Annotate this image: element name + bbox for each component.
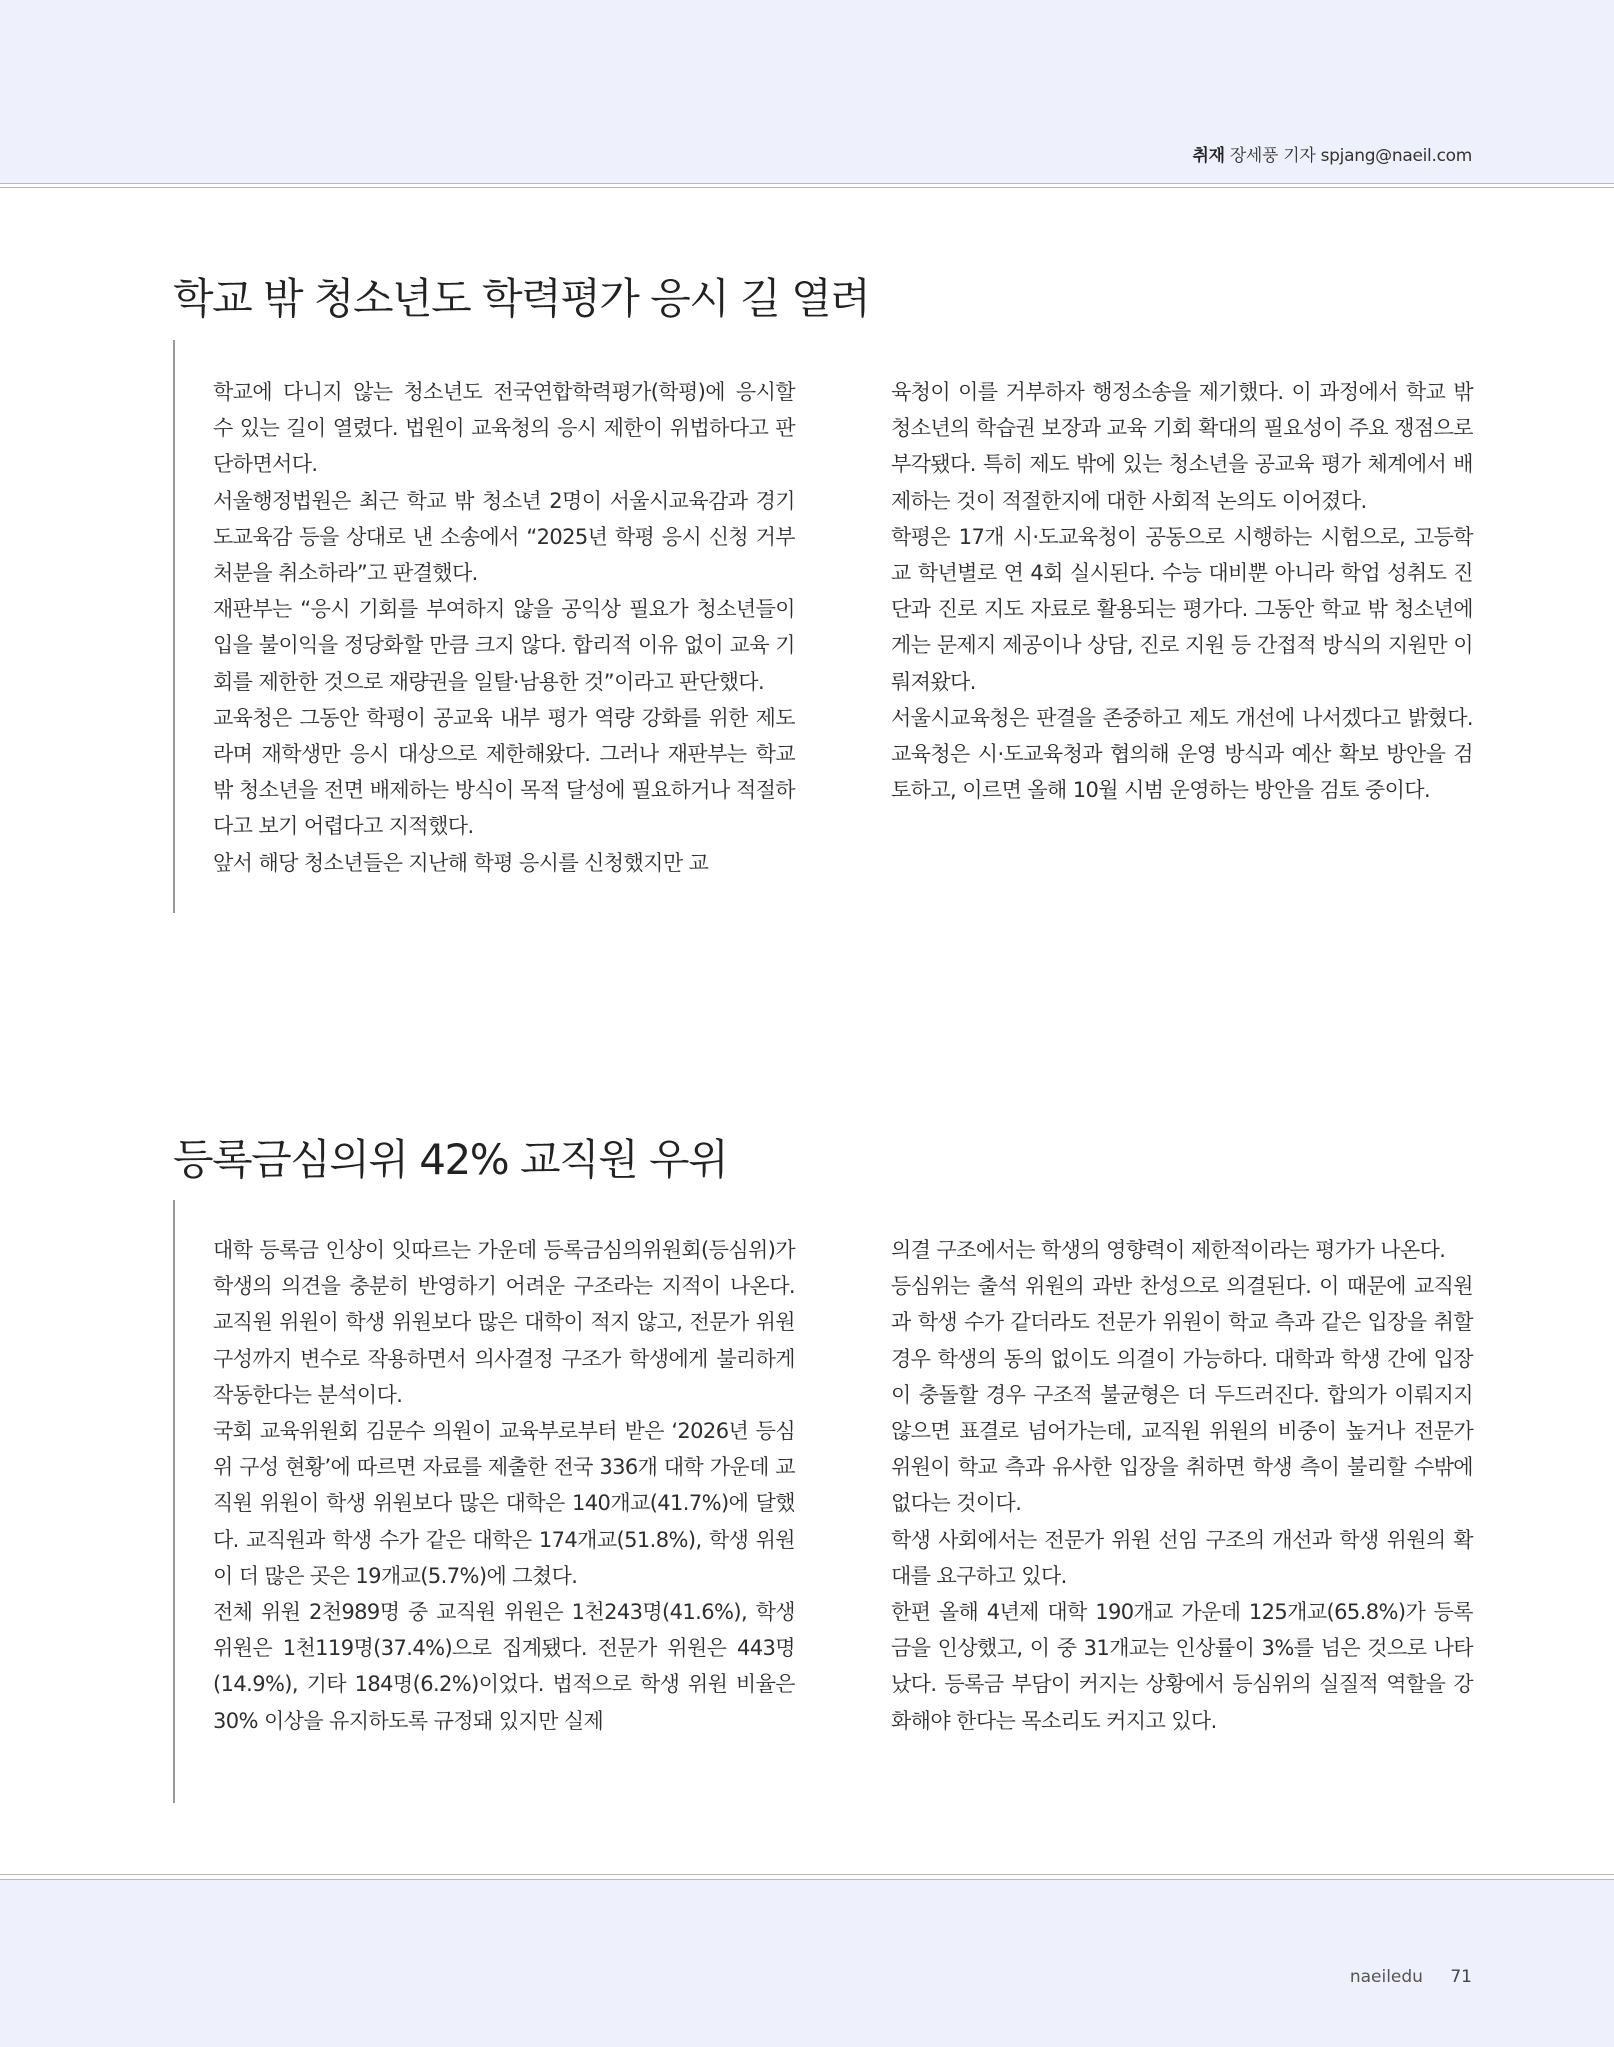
- article1-column-left: [213, 374, 795, 881]
- article1-paragraph: 서울시교육청은 판결을 존중하고 제도 개선에 나서겠다고 밝혔다. 교육청은 시·도교육청과 협의해 운영 방식과 예산 확보 방안을 검토하고, 이르면 올해 10월 시범 운영하는 방안을 검토 중이다.: [891, 705, 1473, 803]
- article1-column-right: [891, 374, 1473, 808]
- footer: [1350, 1967, 1472, 1987]
- byline: [1192, 141, 1472, 166]
- article1-paragraph: 육청이 이를 거부하자 행정소송을 제기했다. 이 과정에서 학교 밖 청소년의 학습권 보장과 교육 기회 확대의 필요성이 주요 쟁점으로 부각됐다. 특히 제도 밖에 있는 청소년을 공교육 평가 체계에서 배제하는 것이 적절한지에 대한 사회적 논의도 이어졌다.: [891, 380, 1473, 513]
- header-rule-secondary: [0, 187, 1614, 188]
- article1-accent-bar: [173, 340, 175, 913]
- article2-column-left: [213, 1232, 795, 1739]
- footer-band: [0, 1880, 1614, 2047]
- article2-paragraph: 등심위는 출석 위원의 과반 찬성으로 의결된다. 이 때문에 교직원과 학생 수가 같더라도 전문가 위원이 학교 측과 같은 입장을 취할 경우 학생의 동의 없이도 의결이 가능하다. 대학과 학생 간에 입장이 충돌할 경우 구조적 불균형은 더 두드러진다. 합의가 이뤄지지 않으면 표결로 넘어가는데, 교직원 위원의 비중이 높거나 전문가 위원이 학교 측과 유사한 입장을 취하면 학생 측이 불리할 수밖에 없다는 것이다.: [891, 1274, 1473, 1516]
- article2-paragraph: 국회 교육위원회 김문수 의원이 교육부로부터 받은 ‘2026년 등심위 구성 현황’에 따르면 자료를 제출한 전국 336개 대학 가운데 교직원 위원이 학생 위원보다 많은 대학은 140개교(41.7%)에 달했다. 교직원과 학생 수가 같은 대학은 174개교(51.8%), 학생 위원이 더 많은 곳은 19개교(5.7%)에 그쳤다.: [213, 1419, 795, 1588]
- article2-paragraph: 전체 위원 2천989명 중 교직원 위원은 1천243명(41.6%), 학생 위원은 1천119명(37.4%)으로 집계됐다. 전문가 위원은 443명(14.9%), 기타 184명(6.2%)이었다. 법적으로 학생 위원 비율은 30% 이상을 유지하도록 규정돼 있지만 실제: [213, 1600, 795, 1733]
- footer-rule: [0, 1874, 1614, 1875]
- article1-paragraph: 교육청은 그동안 학평이 공교육 내부 평가 역량 강화를 위한 제도라며 재학생만 응시 대상으로 제한해왔다. 그러나 재판부는 학교 밖 청소년을 전면 배제하는 방식이 목적 달성에 필요하거나 적절하다고 보기 어렵다고 지적했다.: [213, 705, 795, 839]
- article2-title: 등록금심의위 42% 교직원 우위: [173, 1135, 728, 1184]
- article1-paragraph: 학평은 17개 시·도교육청이 공동으로 시행하는 시험으로, 고등학교 학년별로 연 4회 실시된다. 수능 대비뿐 아니라 학업 성취도 진단과 진로 지도 자료로 활용되는 평가다. 그동안 학교 밖 청소년에게는 문제지 제공이나 상담, 진로 지원 등 간접적 방식의 지원만 이뤄져왔다.: [891, 524, 1473, 694]
- article1-paragraph: 서울행정법원은 최근 학교 밖 청소년 2명이 서울시교육감과 경기도교육감 등을 상대로 낸 소송에서 “2025년 학평 응시 신청 거부처분을 취소하라”고 판결했다.: [213, 488, 795, 586]
- article2-paragraph: 한편 올해 4년제 대학 190개교 가운데 125개교(65.8%)가 등록금을 인상했고, 이 중 31개교는 인상률이 3%를 넘은 것으로 나타났다. 등록금 부담이 커지는 상황에서 등심위의 실질적 역할을 강화해야 한다는 목소리도 커지고 있다.: [891, 1600, 1473, 1733]
- article2-paragraph: 학생 사회에서는 전문가 위원 선임 구조의 개선과 학생 위원의 확대를 요구하고 있다.: [891, 1527, 1473, 1588]
- article1-paragraph: 학교에 다니지 않는 청소년도 전국연합학력평가(학평)에 응시할 수 있는 길이 열렸다. 법원이 교육청의 응시 제한이 위법하다고 판단하면서다.: [213, 380, 795, 477]
- article2-paragraph: 대학 등록금 인상이 잇따르는 가운데 등록금심의위원회(등심위)가 학생의 의견을 충분히 반영하기 어려운 구조라는 지적이 나온다. 교직원 위원이 학생 위원보다 많은 대학이 적지 않고, 전문가 위원 구성까지 변수로 작용하면서 의사결정 구조가 학생에게 불리하게 작동한다는 분석이다.: [213, 1238, 795, 1407]
- page-number: 71: [1450, 1967, 1472, 1987]
- header-rule: [0, 183, 1614, 184]
- article1-paragraph: 재판부는 “응시 기회를 부여하지 않을 공익상 필요가 청소년들이 입을 불이익을 정당화할 만큼 크지 않다. 합리적 이유 없이 교육 기회를 제한한 것으로 재량권을 일탈·남용한 것”이라고 판단했다.: [213, 597, 795, 694]
- article2-column-right: [891, 1232, 1473, 1739]
- article1-paragraph: 앞서 해당 청소년들은 지난해 학평 응시를 신청했지만 교: [213, 850, 709, 875]
- byline-label: 취재: [1192, 146, 1225, 166]
- article1-title: 학교 밖 청소년도 학력평가 응시 길 열려: [173, 274, 870, 323]
- article2-accent-bar: [173, 1200, 175, 1803]
- article2-paragraph: 의결 구조에서는 학생의 영향력이 제한적이라는 평가가 나온다.: [891, 1238, 1446, 1262]
- byline-text: 장세풍 기자 spjang@naeil.com: [1229, 146, 1472, 166]
- footer-brand: naeiledu: [1349, 1967, 1423, 1987]
